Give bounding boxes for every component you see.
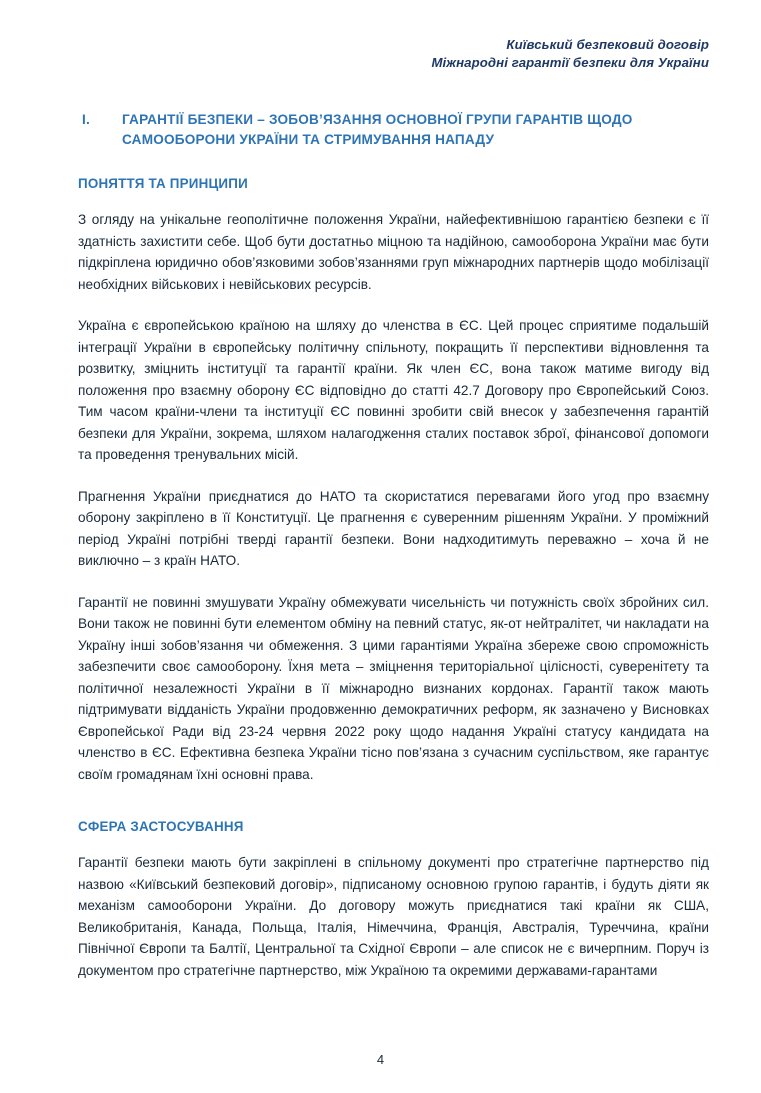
section-title: ГАРАНТІЇ БЕЗПЕКИ – ЗОБОВ’ЯЗАННЯ ОСНОВНОЇ ГРУПИ ГАРАНТІВ ЩОДО САМООБОРОНИ УКРАЇНИ ТА СТРИМУВАННЯ НАПАДУ bbox=[122, 112, 633, 147]
document-header bbox=[78, 36, 709, 72]
header-line-1: Київський безпековий договір bbox=[506, 37, 709, 52]
section-heading bbox=[78, 110, 709, 150]
header-line-2: Міжнародні гарантії безпеки для України bbox=[431, 55, 709, 70]
paragraph: Гарантії не повинні змушувати Україну обмежувати чисельність чи потужність своїх збройних сил. Вони також не повинні бути елементом обміну на певний статус, як-от нейтралітет, чи накладати на Україну інші зобов’язання чи обмеження. З цими гарантіями Україна збереже свою спроможність забезпечити своє самооборону. Їхня мета – зміцнення територіальної цілісності, суверенітету та політичної незалежності України в її міжнародно визнаних кордонах. Гарантії також мають підтримувати відданість України продовженню демократичних реформ, як зазначено у Висновках Європейської Ради від 23-24 червня 2022 року щодо надання Україні статусу кандидата на членство в ЄС. Ефективна безпека України тісно пов’язана з сучасним суспільством, яке гарантує своїм громадянам їхні основні права. bbox=[78, 594, 709, 782]
paragraph: Прагнення України приєднатися до НАТО та скористатися перевагами його угод про взаємну оборону закріплено в її Конституції. Це прагнення є суверенним рішенням України. У проміжний період Україні потрібні тверді гарантії безпеки. Вони надходитимуть переважно – хоча й не виключно – з країн НАТО. bbox=[78, 488, 709, 568]
subheading-concepts: ПОНЯТТЯ ТА ПРИНЦИПИ bbox=[78, 176, 248, 191]
section-number: I. bbox=[82, 112, 90, 127]
paragraph: Гарантії безпеки мають бути закріплені в спільному документі про стратегічне партнерство під назвою «Київський безпековий договір», підписаному основною групою гарантів, і будуть діяти як механізм самооборони України. До договору можуть приєднатися такі країни як США, Великобританія, Канада, Польща, Італія, Німеччина, Франція, Австралія, Туреччина, країни Північної Європи та Балтії, Центральної та Східної Європи – але список не є вичерпним. Поруч із документом про стратегічне партнерство, між Україною та окремими державами-гарантами bbox=[78, 855, 709, 978]
paragraph: З огляду на унікальне геополітичне положення України, найефективнішою гарантією безпеки є її здатність захистити себе. Щоб бути достатньо міцною та надійною, самооборона України має бути підкріплена юридично обов’язковими зобов’язаннями груп міжнародних партнерів щодо мобілізації необхідних військових і невійськових ресурсів. bbox=[78, 212, 709, 292]
page-number: 4 bbox=[376, 1052, 385, 1067]
paragraph: Україна є європейською країною на шляху до членства в ЄС. Цей процес сприятиме подальшій інтеграції України в європейську політичну спільноту, покращить її перспективи відновлення та розвитку, зміцнить інституції та гарантії країни. Як член ЄС, вона також матиме вигоду від положення про взаємну оборону ЄС відповідно до статті 42.7 Договору про Європейський Союз. Тим часом країни-члени та інституції ЄС повинні зробити свій внесок у забезпечення гарантій безпеки для України, зокрема, шляхом налагодження сталих поставок зброї, фінансової допомоги та проведення тренувальних місій. bbox=[78, 318, 709, 462]
subheading-scope: СФЕРА ЗАСТОСУВАННЯ bbox=[78, 819, 244, 834]
